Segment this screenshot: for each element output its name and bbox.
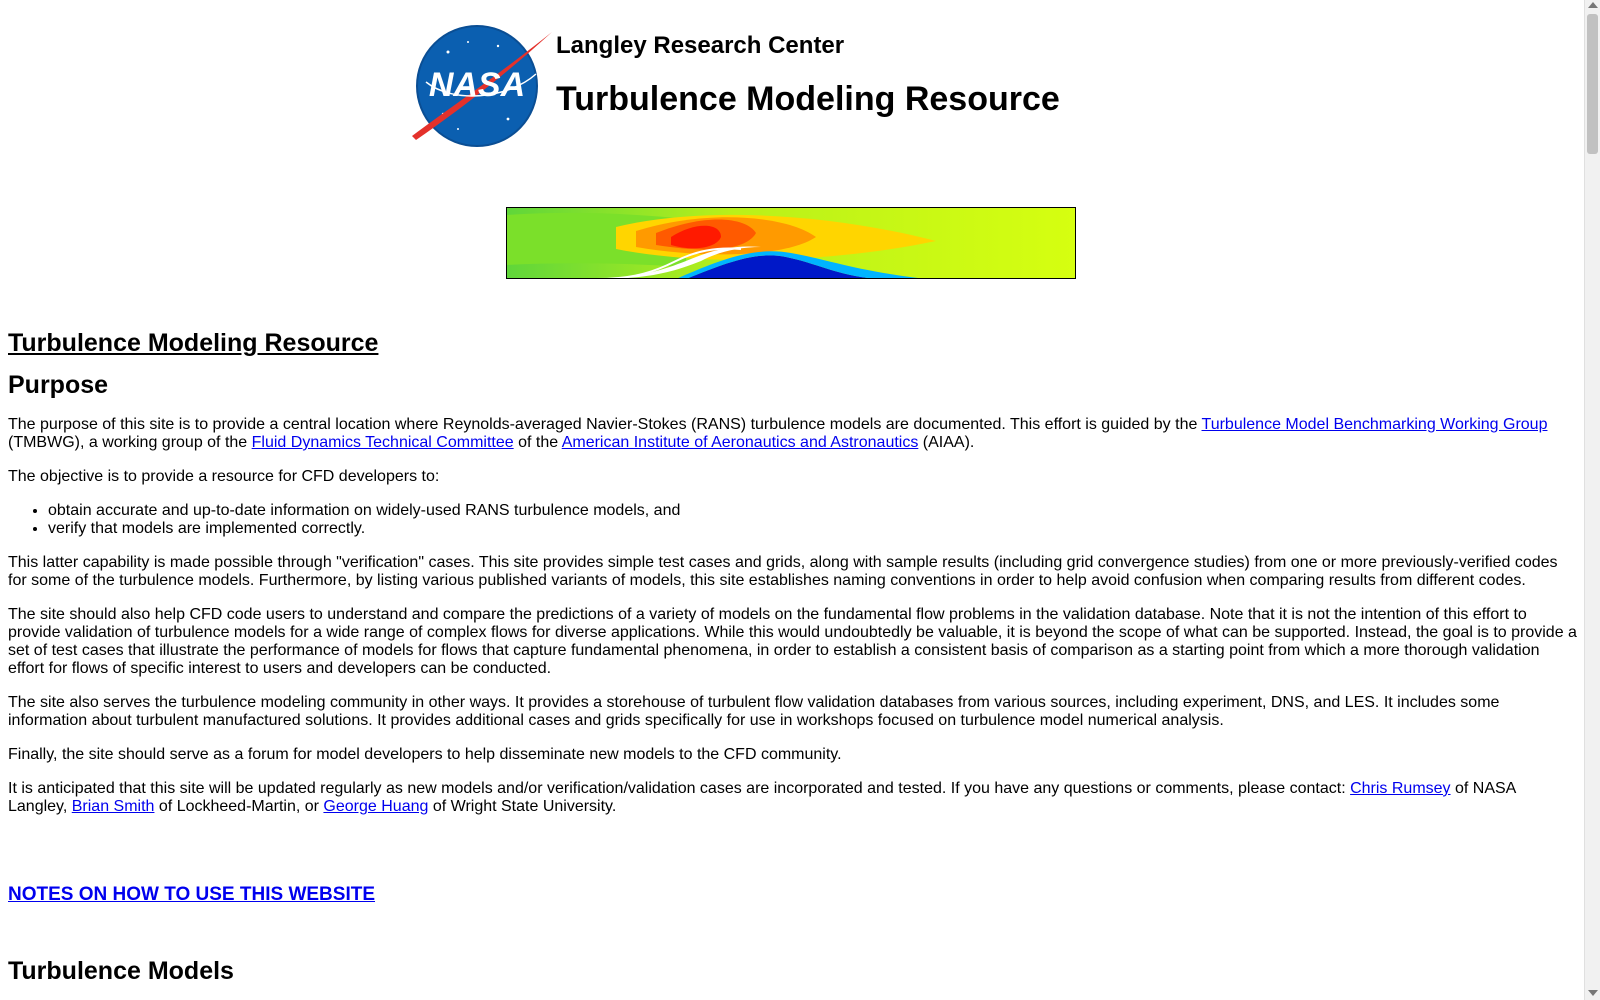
scroll-up-arrow-icon[interactable]: [1588, 2, 1598, 8]
notes-section: [8, 884, 1578, 906]
community-paragraph: The site also serves the turbulence modeling community in other ways. It provides a storehouse of turbulent flow validation databases from various sources, including experiment, DNS, and LES. It includes some information about turbulent manufactured solutions. It provides additional cases and grids specifically for use in workshops focused on turbulence model numerical analysis.: [8, 694, 1500, 729]
nasa-logo-text: NASA: [428, 66, 526, 104]
center-name: Langley Research Center: [556, 32, 845, 59]
verification-paragraph: This latter capability is made possible through "verification" cases. This site provides simple test cases and grids, along with sample results (including grid convergence studies) from one or more previously-verified codes for some of the turbulence models. Furthermore, by listing various published variants of models, this site establishes naming conventions in order to help avoid confusion when comparing results from different codes.: [8, 554, 1558, 589]
purpose-heading: Purpose: [8, 371, 109, 399]
forum-paragraph: Finally, the site should serve as a forum for model developers to help disseminate new models to the CFD community.: [8, 746, 842, 763]
notes-link[interactable]: NOTES ON HOW TO USE THIS WEBSITE: [8, 884, 376, 905]
george-huang-link[interactable]: George Huang: [323, 798, 429, 815]
objective-paragraph: The objective is to provide a resource for CFD developers to:: [8, 468, 440, 485]
flow-contour-banner: [506, 207, 1076, 279]
contact-text-1: It is anticipated that this site will be updated regularly as new models and/or verification/validation cases are incorporated and tested. If you have any questions or comments, please contact:: [8, 780, 1351, 797]
list-item: • obtain accurate and up-to-date information on widely-used RANS turbulence models, and: [48, 502, 1578, 520]
contact-paragraph: [8, 780, 1578, 816]
purpose-text-1: The purpose of this site is to provide a central location where Reynolds-averaged Navier-Stokes (RANS) turbulence models are documented. This effort is guided by the: [8, 416, 1202, 433]
chris-rumsey-link[interactable]: Chris Rumsey: [1350, 780, 1451, 797]
purpose-text-4: (AIAA).: [918, 434, 975, 451]
brian-smith-link[interactable]: Brian Smith: [71, 798, 155, 815]
contact-text-3: of Lockheed-Martin, or: [154, 798, 324, 815]
objective-list: [8, 502, 1578, 538]
fluid-dynamics-committee-link[interactable]: Fluid Dynamics Technical Committee: [251, 434, 514, 451]
site-title: Turbulence Modeling Resource: [556, 80, 1060, 118]
scroll-down-arrow-icon[interactable]: [1588, 990, 1598, 996]
page-heading: Turbulence Modeling Resource: [8, 329, 379, 357]
tmbwg-link[interactable]: Turbulence Model Benchmarking Working Group: [1201, 416, 1548, 433]
purpose-paragraph: [8, 416, 1578, 452]
nasa-logo[interactable]: [408, 24, 554, 148]
turbulence-models-heading: Turbulence Models: [8, 957, 234, 985]
purpose-text-2: (TMBWG), a working group of the: [8, 434, 252, 451]
contact-text-4: of Wright State University.: [428, 798, 617, 815]
aiaa-link[interactable]: American Institute of Aeronautics and Astronautics: [561, 434, 919, 451]
purpose-text-3: of the: [513, 434, 562, 451]
list-item: • verify that models are implemented correctly.: [48, 520, 1578, 538]
validation-paragraph: The site should also help CFD code users to understand and compare the predictions of a variety of models on the fundamental flow problems in the validation database. Note that it is not the intention of this effort to provide validation of turbulence models for a wide range of complex flows for diverse applications. While this would undoubtedly be valuable, it is beyond the scope of what can be supported. Instead, the goal is to provide a set of test cases that illustrate the performance of models for flows that capture fundamental phenomena, in order to establish a consistent basis of comparison as a starting point from which a more thorough validation effort for flows of specific interest to users and developers can be conducted.: [8, 606, 1577, 677]
contact-text-2: of NASA Langley,: [8, 780, 1516, 815]
main-content: [8, 328, 1578, 986]
vertical-scrollbar[interactable]: [1584, 0, 1600, 1000]
site-header: [408, 24, 1108, 154]
scrollbar-thumb[interactable]: [1587, 14, 1598, 154]
